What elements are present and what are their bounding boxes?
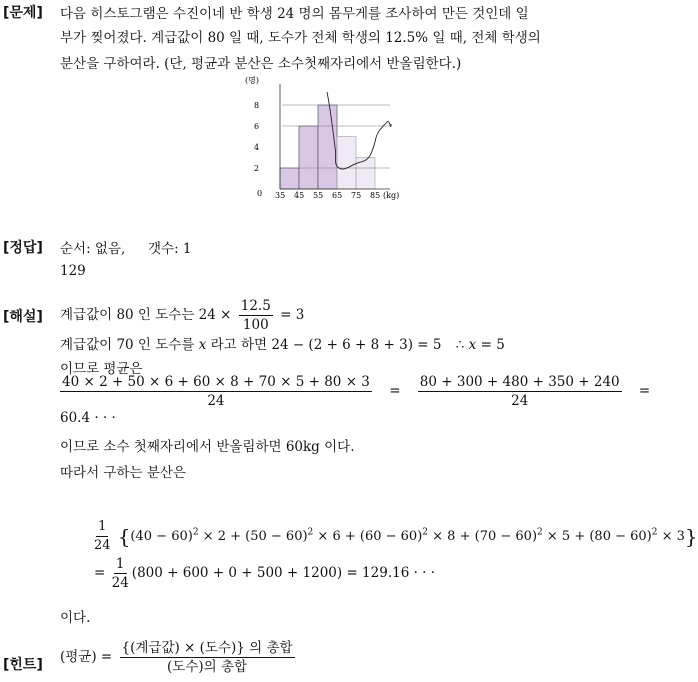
- mean-formula: $\frac{40 \times 2 + 50 \times 6 + 60 \times 8 + 70 \times 5 + 80 \times 3}{24}$ = $\frac{80 + 300 + 480 + 350 + 240}{24}$ =: [62, 374, 651, 409]
- hint-label: [힌트]: [3, 657, 43, 673]
- problem-line-2: 부가 찢어졌다. 계급값이 80 일 때, 도수가 전체 학생의 12.5% 일 때, 전체 학생의: [60, 30, 541, 46]
- explanation-line-3: 이므로 평균은: [60, 361, 143, 377]
- histogram-bar: [318, 105, 337, 189]
- variance-formula-1: $\frac{1}{24}$ $\{(40 - 60)^2 \times 2 + (50 - 60)^2 \times 6 + (60 - 60)^2 \times 8 + (70 - 60)^2 \times 5 + (80 - 60)^2 \times 3\}$: [94, 519, 698, 553]
- explanation-line-2: 계급값이 70 인 도수를 x 라고 하면 24 − (2 + 6 + 8 + 3) = 5 ∴ x = 5: [60, 337, 505, 353]
- x-axis-label: (kg): [383, 191, 400, 200]
- x-tick-label: 55: [313, 191, 324, 200]
- histogram-chart: [235, 72, 415, 207]
- explanation-end: 이다.: [60, 610, 91, 626]
- variance-formula-2: = $\frac{1}{24}$ (800 + 600 + 0 + 500 + 1200) = 129.16 · · ·: [94, 556, 436, 591]
- problem-label: [문제]: [3, 5, 43, 21]
- answer-count: 갯수: 1: [148, 241, 192, 257]
- explanation-line-6: 따라서 구하는 분산은: [60, 465, 186, 481]
- histogram-bar: [280, 168, 299, 189]
- x-tick-label: 65: [332, 191, 343, 200]
- explanation-line-5: 이므로 소수 첫째자리에서 반올림하면 60kg 이다.: [60, 439, 355, 455]
- x-tick-label: 35: [275, 191, 286, 200]
- problem-line-1: 다음 히스토그램은 수진이네 반 학생 24 명의 몸무게를 조사하여 만든 것인데 일: [60, 6, 529, 22]
- histogram-bar: [337, 137, 356, 190]
- explanation-label: [해설]: [3, 309, 43, 325]
- y-tick-label: 8: [254, 101, 260, 110]
- x-tick-label: 45: [294, 191, 305, 200]
- y-axis-label: (명): [245, 76, 259, 85]
- answer-label: [정답]: [3, 240, 43, 256]
- y-tick-label: 4: [254, 143, 260, 152]
- x-tick-label: 75: [351, 191, 362, 200]
- histogram-bar: [299, 126, 318, 189]
- x-tick-label: 85: [370, 191, 381, 200]
- answer-order: 순서: 없음,: [60, 241, 126, 257]
- y-tick-label: 6: [254, 122, 260, 131]
- explanation-line-1: 계급값이 80 인 도수는 24 × $\frac{12.5}{100}$ = 3: [60, 298, 305, 333]
- hint-formula: (평균) = $\frac{\text{\{(계급값) × (도수)\} 의 총합}}{\text{(도수)의 총합}}$: [60, 640, 293, 675]
- y-tick-label: 0: [257, 189, 263, 198]
- y-tick-label: 2: [254, 164, 260, 173]
- problem-line-3: 분산을 구하여라. (단, 평균과 분산은 소수첫째자리에서 반올림한다.): [60, 56, 462, 72]
- mean-result: 60.4 · · ·: [60, 410, 116, 426]
- answer-value: 129: [60, 263, 86, 279]
